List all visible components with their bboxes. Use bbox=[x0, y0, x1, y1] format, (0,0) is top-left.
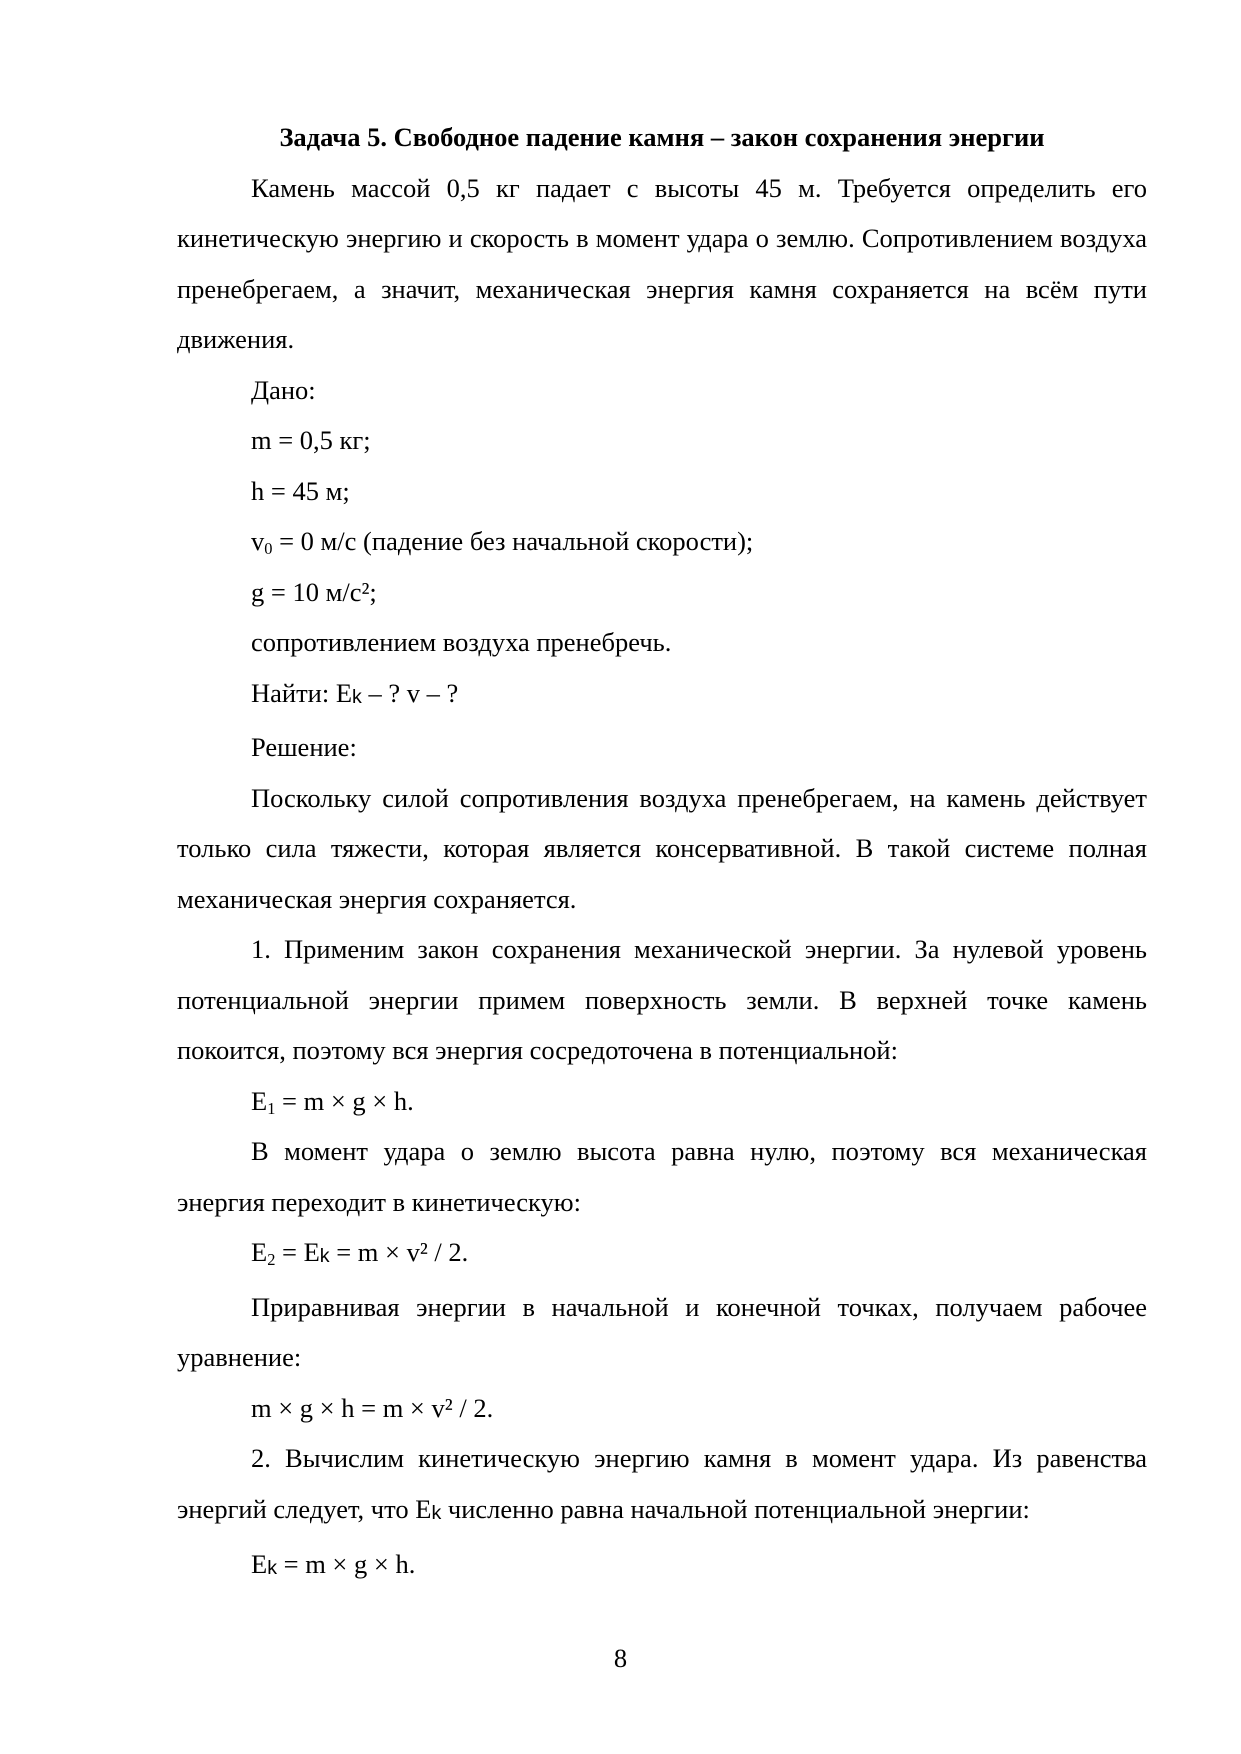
given-height: h = 45 м; bbox=[251, 475, 350, 506]
e1-rest: = m × g × h. bbox=[275, 1085, 414, 1116]
solution-intro: Поскольку силой сопротивления воздуха пренебрегаем, на камень действует только сила тяжести, которая является консервативной. В такой системе полная механическая энергия сохраняется. bbox=[177, 782, 1147, 914]
step-2-k-subscript: k bbox=[431, 1502, 442, 1525]
e1-symbol: E bbox=[251, 1085, 268, 1116]
e2-rest: = m × v² / 2. bbox=[329, 1237, 469, 1268]
e2-subscript: 2 bbox=[267, 1250, 276, 1270]
given-air-resistance: сопротивлением воздуха пренебречь. bbox=[251, 627, 672, 657]
working-equation: m × g × h = m × v² / 2. bbox=[251, 1392, 494, 1423]
ek-rest: = m × g × h. bbox=[277, 1548, 416, 1579]
find-prefix: Найти: E bbox=[251, 677, 353, 708]
v0-subscript: 0 bbox=[264, 539, 273, 559]
given-label: Дано: bbox=[251, 374, 316, 405]
formula-e1 bbox=[177, 1076, 1147, 1127]
formula-e2 bbox=[177, 1227, 1147, 1282]
formula-ek bbox=[177, 1539, 1147, 1594]
given-gravity: g = 10 м/с²; bbox=[251, 576, 377, 607]
v0-rest: = 0 м/с (падение без начальной скорости); bbox=[272, 526, 754, 556]
given-mass: m = 0,5 кг; bbox=[251, 425, 371, 455]
step-2-before: 2. Вычислим кинетическую энергию камня в момент удара. Из равенства энергий следует, что E bbox=[177, 1443, 1147, 1524]
e2-k-subscript: k bbox=[319, 1245, 330, 1268]
given-initial-velocity bbox=[177, 516, 1147, 567]
e1-subscript: 1 bbox=[267, 1098, 276, 1118]
impact-text: В момент удара о землю высота равна нулю, поэтому вся механическая энергия переходит в кинетическую: bbox=[177, 1136, 1147, 1217]
find-rest: – ? v – ? bbox=[361, 677, 459, 708]
find-k-subscript: k bbox=[352, 685, 362, 708]
ek-symbol: E bbox=[251, 1548, 268, 1579]
ek-k-subscript: k bbox=[267, 1556, 277, 1579]
v0-symbol: v bbox=[251, 526, 265, 556]
problem-title: Задача 5. Свободное падение камня – закон сохранения энергии bbox=[279, 122, 1045, 152]
page-number: 8 bbox=[613, 1643, 628, 1673]
step-1-text: 1. Применим закон сохранения механической энергии. За нулевой уровень потенциальной энергии примем поверхность земли. В верхней точке камень покоится, поэтому вся энергия сосредоточена в потенциальной: bbox=[177, 934, 1147, 1066]
e2-mid: = E bbox=[275, 1237, 320, 1268]
solution-label: Решение: bbox=[251, 732, 357, 763]
step-2-after: численно равна начальной потенциальной энергии: bbox=[441, 1493, 1030, 1524]
e2-symbol: E bbox=[251, 1237, 268, 1268]
problem-statement: Камень массой 0,5 кг падает с высоты 45 м. Требуется определить его кинетическую энергию и скорость в момент удара о землю. Сопротивлением воздуха пренебрегаем, а значит, механическая энергия камня сохраняется на всём пути движения. bbox=[177, 172, 1147, 354]
step-2-text bbox=[177, 1433, 1147, 1538]
document-body bbox=[177, 112, 1147, 1593]
find-line bbox=[177, 668, 1147, 723]
equate-text: Приравнивая энергии в начальной и конечной точках, получаем рабочее уравнение: bbox=[177, 1291, 1147, 1373]
